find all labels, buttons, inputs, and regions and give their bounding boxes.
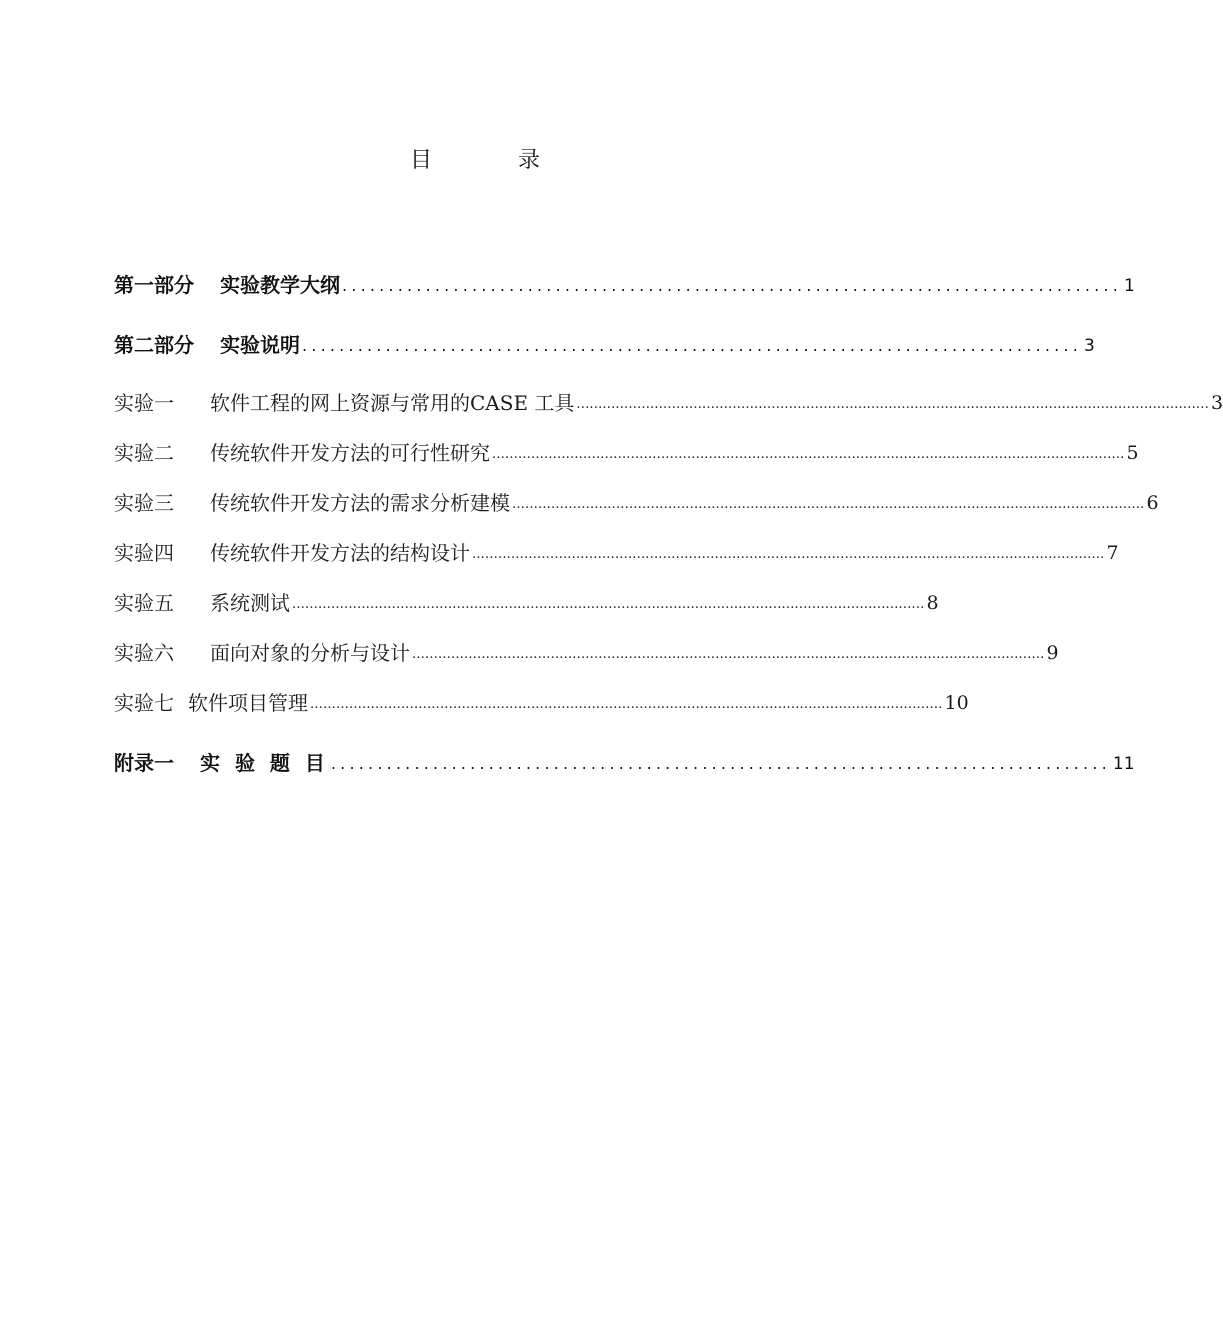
toc-leader-dots: .................................................................................... [302,336,1083,355]
toc-entry-experiment-6[interactable] [114,632,1059,666]
toc-entry-prefix: 实验四 [114,541,174,565]
toc-page-number: 7 [1106,542,1119,564]
toc-leader-dots: .................................................................................................................................................. [512,497,1145,512]
toc-page-number: 10 [944,692,969,714]
toc-entry-experiment-5[interactable] [114,582,939,616]
toc-entry-appendix-1[interactable] [114,742,1135,776]
toc-entry-text: 传统软件开发方法的结构设计 [210,541,470,565]
toc-entry-text: 面向对象的分析与设计 [210,641,410,665]
toc-entry-prefix: 实验一 [114,391,174,415]
toc-page-number: 8 [926,592,939,614]
toc-leader-dots: .................................................................................... [342,276,1123,295]
toc-entry-label [114,332,300,358]
toc-entry-prefix: 附录一 [114,751,174,775]
toc-entry-prefix: 实验六 [114,641,174,665]
toc-page-number: 3 [1084,336,1095,356]
toc-leader-dots: .................................................................................................................................................. [412,647,1045,662]
toc-entry-label [114,440,490,466]
toc-page-number: 3 [1210,392,1223,414]
toc-entry-part-1[interactable] [114,264,1135,298]
toc-entry-text: 系统测试 [210,591,290,615]
toc-entry-text: 实 验 题 目 [200,751,329,775]
toc-page-number: 6 [1146,492,1159,514]
toc-entry-label [114,272,340,298]
toc-entry-text: 软件项目管理 [188,691,308,715]
toc-entry-experiment-2[interactable] [114,432,1139,466]
toc-page-number: 5 [1126,442,1139,464]
toc-entry-text: 传统软件开发方法的可行性研究 [210,441,490,465]
toc-entry-label [114,590,290,616]
toc-page-number: 11 [1112,754,1135,774]
toc-page-number: 9 [1046,642,1059,664]
toc-leader-dots: .................................................................................................................................................. [576,397,1209,412]
toc-entry-part-2[interactable] [114,324,1095,358]
toc-entry-label [114,640,410,666]
toc-leader-dots: .................................................................................................................................................. [472,547,1105,562]
toc-entry-text: 传统软件开发方法的需求分析建模 [210,491,510,515]
toc-title-left: 目 [409,148,432,173]
toc-entry-prefix: 实验五 [114,591,174,615]
toc-entry-label [114,540,470,566]
toc-entry-prefix: 实验三 [114,491,174,515]
toc-entry-prefix: 第一部分 [114,273,194,297]
toc-leader-dots: .................................................................................................................................................. [292,597,925,612]
toc-entry-text: 软件工程的网上资源与常用的CASE 工具 [210,391,575,415]
toc-title [0,146,950,176]
toc-leader-dots: .................................................................................... [330,754,1111,773]
toc-leader-dots: .................................................................................................................................................. [310,697,943,712]
toc-entry-prefix: 实验七 [114,691,174,715]
toc-entry-experiment-4[interactable] [114,532,1119,566]
toc-entry-experiment-3[interactable] [114,482,1159,516]
toc-title-right: 录 [518,148,541,173]
toc-entry-prefix: 第二部分 [114,333,194,357]
toc-entry-label [114,490,510,516]
toc-entry-label [114,690,308,716]
toc-leader-dots: .................................................................................................................................................. [492,447,1125,462]
toc-entry-experiment-1[interactable] [114,382,1223,416]
toc-entry-label [114,750,329,776]
toc-entry-prefix: 实验二 [114,441,174,465]
toc-entry-experiment-7[interactable] [114,682,969,716]
toc-entry-text: 实验说明 [220,333,300,357]
toc-entry-label [114,390,574,416]
toc-entry-text: 实验教学大纲 [220,273,340,297]
toc-page-number: 1 [1124,276,1135,296]
